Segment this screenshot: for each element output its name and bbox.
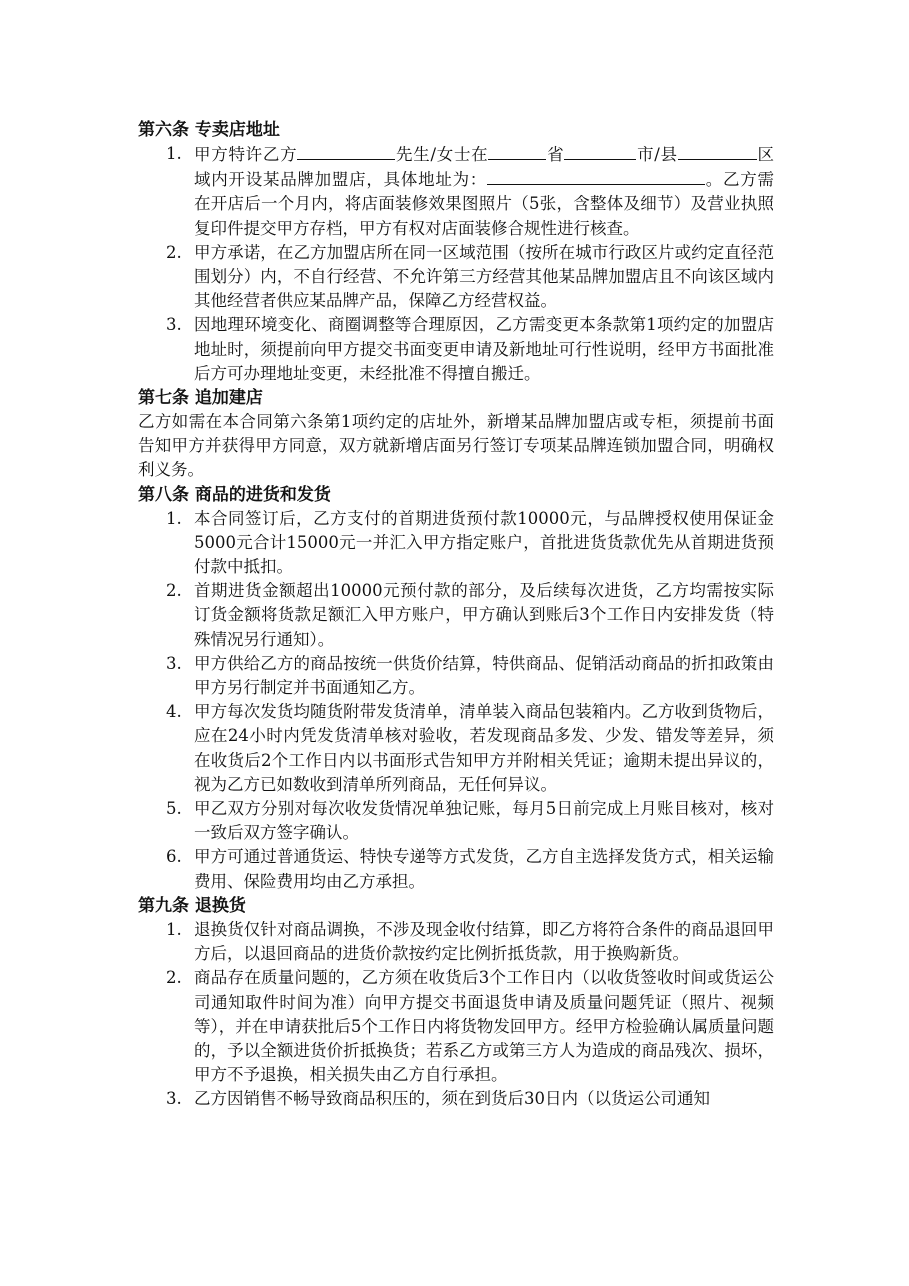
province-blank [488, 142, 546, 160]
item-text: 甲方供给乙方的商品按统一供货价结算，特供商品、促销活动商品的折扣政策由甲方另行制定并书面通知乙方。 [194, 653, 774, 698]
item-text: 本合同签订后，乙方支付的首期进货预付款10000元，与品牌授权使用保证金5000元合计15000元一并汇入甲方指定账户，首批进货货款优先从首期进货预付款中抵扣。 [194, 508, 774, 577]
list-item [138, 797, 774, 845]
city-blank [564, 142, 636, 160]
item-text: 退换货仅针对商品调换，不涉及现金收付结算，即乙方将符合条件的商品退回甲方后，以退回商品的进货价款按约定比例折抵货款，用于换购新货。 [194, 919, 774, 964]
item-number: 2. [166, 242, 182, 262]
list-item [138, 313, 774, 386]
item-text-part: 。乙方需在开店后一个月内，将店面装修效果图照片（5张，含整体及细节）及营业执照复印件提交甲方存档，甲方有权对店面装修合规性进行核查。 [194, 170, 775, 238]
list-item [138, 652, 774, 700]
clause-list [138, 142, 774, 386]
list-item [138, 142, 774, 241]
list-item [138, 1087, 774, 1111]
district-blank-cont [748, 142, 757, 160]
item-text-part: 市/县 [636, 145, 678, 164]
section-heading: 第八条 商品的进货和发货 [138, 484, 331, 505]
item-number: 1. [166, 919, 182, 939]
district-blank [678, 142, 748, 160]
item-number: 1. [166, 144, 182, 163]
item-text-part: 先生/女士在 [395, 145, 489, 164]
item-number: 1. [166, 508, 182, 528]
section-heading: 第六条 专卖店地址 [138, 120, 280, 140]
section-heading: 第七条 追加建店 [138, 388, 263, 409]
item-text: 甲方每次发货均随货附带发货清单，清单装入商品包装箱内。乙方收到货物后，应在24小时内凭发货清单核对验收，若发现商品多发、少发、错发等差异，须在收货后2个工作日内以书面形式告知甲方并附相关凭证；逾期未提出异议的，视为乙方已如数收到清单所列商品，无任何异议。 [194, 702, 774, 794]
item-text: 因地理环境变化、商圈调整等合理原因，乙方需变更本条款第1项约定的加盟店地址时，须提前向甲方提交书面变更申请及新地址可行性说明，经甲方书面批准后方可办理地址变更，未经批准不得擅自搬迁。 [194, 315, 774, 383]
item-text: 甲方可通过普通货运、特快专递等方式发货，乙方自主选择发货方式，相关运输费用、保险费用均由乙方承担。 [194, 847, 774, 891]
item-text: 首期进货金额超出10000元预付款的部分，及后续每次进货，乙方均需按实际订货金额将货款足额汇入甲方账户，甲方确认到账后3个工作日内安排发货（特殊情况另行通知）。 [194, 581, 774, 649]
clause-list [138, 507, 774, 894]
list-item [138, 241, 774, 314]
item-number: 3. [166, 653, 182, 673]
clause-list [138, 918, 774, 1112]
item-number: 2. [166, 581, 182, 601]
item-text: 甲方承诺，在乙方加盟店所在同一区域范围（按所在城市行政区片或约定直径范围划分）内，不自行经营、不允许第三方经营其他某品牌加盟店且不向该区域内其他经营者供应某品牌产品，保障乙方经营权益。 [194, 242, 774, 311]
list-item [138, 700, 774, 797]
section-heading: 第九条 退换货 [138, 895, 246, 916]
item-text: 商品存在质量问题的，乙方须在收货后3个工作日内（以收货签收时间或货运公司通知取件时间为准）向甲方提交书面退货申请及质量问题凭证（照片、视频等），并在申请获批后5个工作日内将货物发回甲方。经甲方检验确认属质量问题的，予以全额进货价折抵换货；若系乙方或第三方人为造成的商品残次、损坏，甲方不予退换，相关损失由乙方自行承担。 [194, 968, 774, 1085]
item-text: 甲乙双方分别对每次收发货情况单独记账，每月5日前完成上月账目核对，核对一致后双方签字确认。 [194, 799, 774, 843]
item-number: 4. [166, 702, 182, 722]
address-blank [487, 167, 705, 185]
list-item [138, 507, 774, 580]
item-number: 3. [166, 315, 182, 335]
item-text: 乙方因销售不畅导致商品积压的，须在到货后30日内（以货运公司通知 [194, 1089, 710, 1109]
item-text-part: 甲方特许乙方 [194, 145, 298, 164]
item-number: 3. [166, 1089, 182, 1109]
item-text-part: 省 [546, 145, 565, 164]
section-paragraph: 乙方如需在本合同第六条第1项约定的店址外，新增某品牌加盟店或专柜，须提前书面告知甲方并获得甲方同意，双方就新增店面另行签订专项某品牌连锁加盟合同，明确权利义务。 [138, 412, 774, 480]
item-number: 2. [166, 968, 182, 988]
contract-page [138, 118, 774, 1112]
list-item [138, 579, 774, 652]
list-item [138, 845, 774, 893]
item-number: 6. [166, 847, 182, 867]
list-item [138, 966, 774, 1087]
name-blank [297, 142, 395, 160]
item-text-part: 区域内开设某品牌加盟店，具体地址为： [194, 145, 774, 190]
item-number: 5. [166, 799, 182, 819]
list-item [138, 918, 774, 966]
